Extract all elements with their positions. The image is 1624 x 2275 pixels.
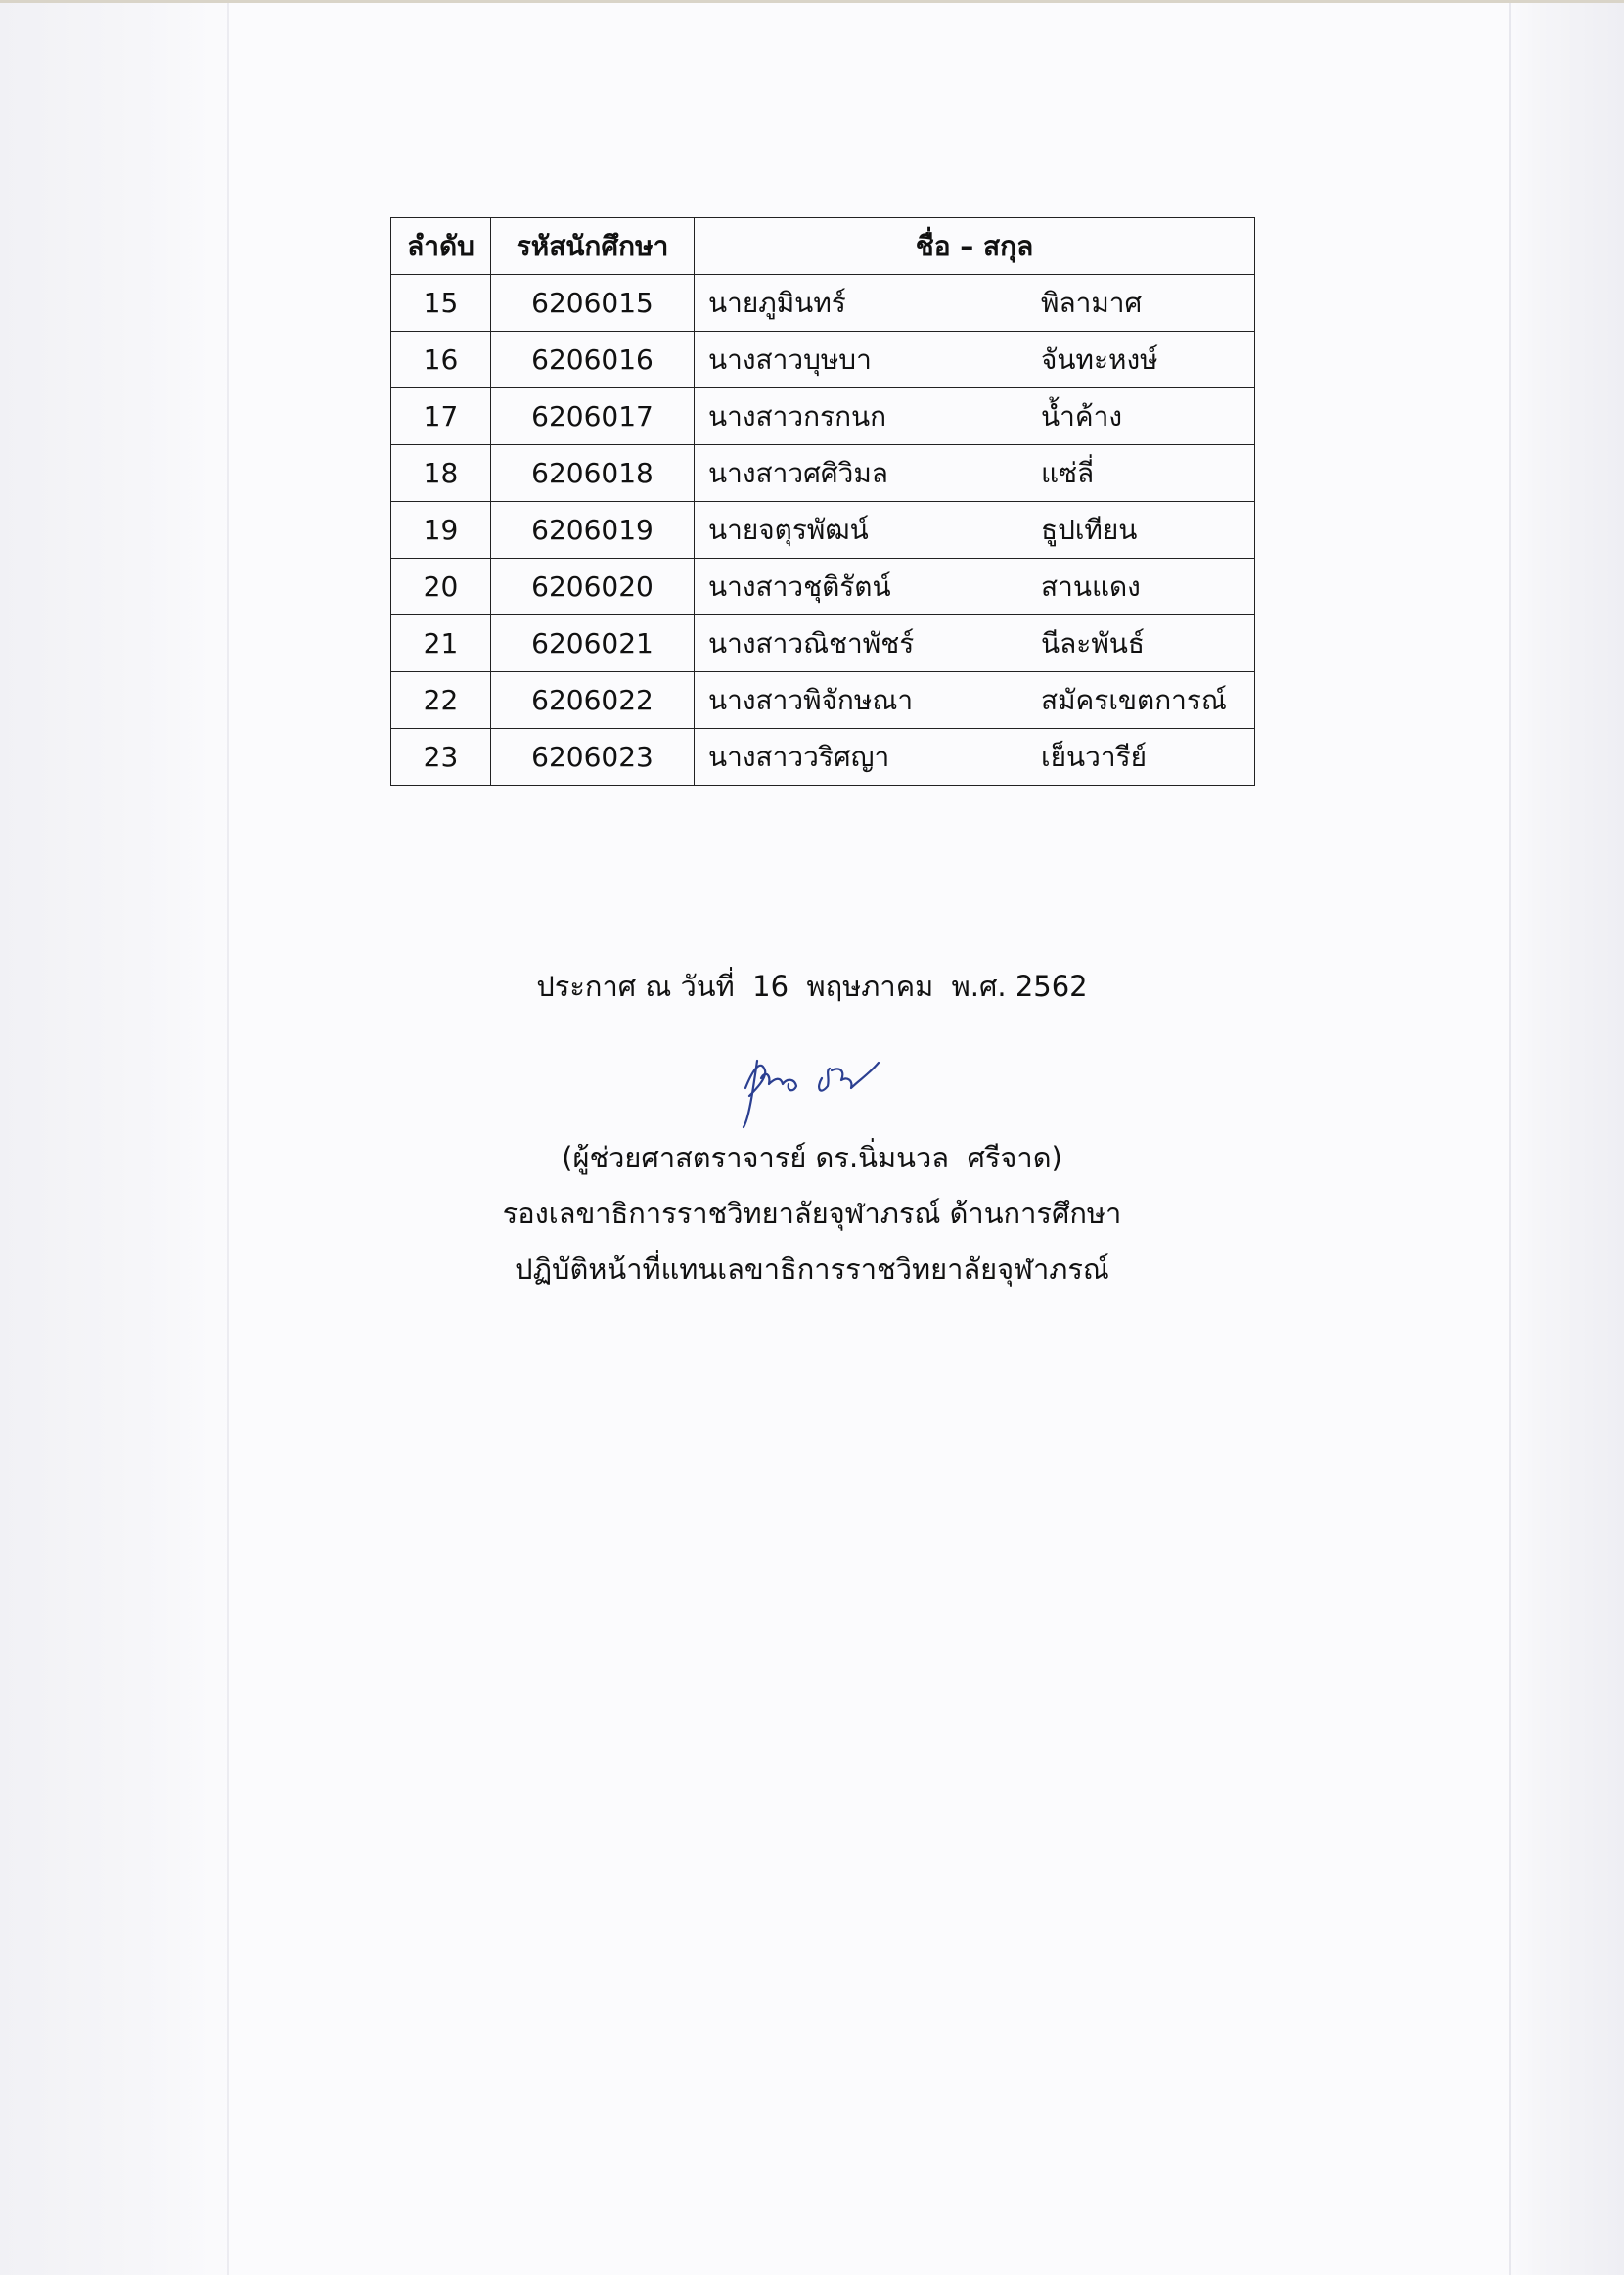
header-full-name: ชื่อ – สกุล <box>695 218 1255 275</box>
announcement-date: ประกาศ ณ วันที่ 16 พฤษภาคม พ.ศ. 2562 <box>536 970 1088 1003</box>
cell-full-name <box>695 502 1255 559</box>
signer-position: รองเลขาธิการราชวิทยาลัยจุฬาภรณ์ ด้านการศึกษา <box>502 1197 1122 1230</box>
cell-student-id: 6206015 <box>491 275 695 332</box>
table-row <box>391 445 1255 502</box>
last-name: แซ่ลี่ <box>1041 456 1095 489</box>
table-row <box>391 332 1255 388</box>
last-name: สานแดง <box>1041 569 1141 603</box>
cell-full-name <box>695 445 1255 502</box>
last-name: จันทะหงษ์ <box>1041 342 1158 376</box>
signer-acting-position: ปฏิบัติหน้าที่แทนเลขาธิการราชวิทยาลัยจุฬาภรณ์ <box>515 1252 1109 1286</box>
cell-order: 15 <box>391 275 491 332</box>
table-row <box>391 275 1255 332</box>
cell-student-id: 6206023 <box>491 729 695 786</box>
student-list-table <box>390 217 1255 786</box>
signature-stroke <box>819 1063 879 1091</box>
cell-student-id: 6206021 <box>491 615 695 672</box>
cell-full-name <box>695 672 1255 729</box>
table-row <box>391 729 1255 786</box>
first-name: นางสาวบุษบา <box>708 342 872 376</box>
scan-edge-line-left <box>227 0 229 2275</box>
cell-order: 18 <box>391 445 491 502</box>
scan-shadow-left <box>0 0 235 2275</box>
last-name: ธูปเทียน <box>1041 513 1138 546</box>
table-header-row <box>391 218 1255 275</box>
last-name: เย็นวารีย์ <box>1041 740 1148 773</box>
cell-order: 23 <box>391 729 491 786</box>
table-row <box>391 615 1255 672</box>
cell-student-id: 6206018 <box>491 445 695 502</box>
cell-order: 16 <box>391 332 491 388</box>
handwritten-signature <box>732 1049 898 1137</box>
header-order: ลำดับ <box>391 218 491 275</box>
cell-full-name <box>695 275 1255 332</box>
cell-student-id: 6206020 <box>491 559 695 615</box>
first-name: นายจตุรพัฒน์ <box>708 513 869 546</box>
cell-order: 17 <box>391 388 491 445</box>
header-student-id: รหัสนักศึกษา <box>491 218 695 275</box>
table-row <box>391 388 1255 445</box>
first-name: นางสาวศศิวิมล <box>708 456 888 489</box>
first-name: นางสาวชุติรัตน์ <box>708 569 891 603</box>
first-name: นางสาววริศญา <box>708 740 890 773</box>
cell-order: 21 <box>391 615 491 672</box>
cell-student-id: 6206019 <box>491 502 695 559</box>
first-name: นายภูมินทร์ <box>708 286 846 319</box>
cell-full-name <box>695 332 1255 388</box>
cell-student-id: 6206016 <box>491 332 695 388</box>
table-row <box>391 559 1255 615</box>
scan-edge-line-right <box>1509 0 1511 2275</box>
first-name: นางสาวกรกนก <box>708 399 887 432</box>
last-name: นีละพันธ์ <box>1041 626 1146 660</box>
cell-order: 20 <box>391 559 491 615</box>
cell-order: 22 <box>391 672 491 729</box>
cell-order: 19 <box>391 502 491 559</box>
cell-full-name <box>695 388 1255 445</box>
first-name: นางสาวพิจักษณา <box>708 683 914 716</box>
scan-shadow-right <box>1507 0 1624 2275</box>
signer-name: (ผู้ช่วยศาสตราจารย์ ดร.นิ่มนวล ศรีจาด) <box>562 1141 1062 1174</box>
first-name: นางสาวณิชาพัชร์ <box>708 626 915 660</box>
scan-top-edge <box>0 0 1624 3</box>
table-row <box>391 672 1255 729</box>
last-name: น้ำค้าง <box>1041 399 1122 432</box>
cell-full-name <box>695 615 1255 672</box>
cell-full-name <box>695 729 1255 786</box>
cell-full-name <box>695 559 1255 615</box>
signature-strokes <box>744 1061 879 1127</box>
signature-stroke <box>744 1061 796 1127</box>
cell-student-id: 6206017 <box>491 388 695 445</box>
last-name: พิลามาศ <box>1041 286 1143 319</box>
last-name: สมัครเขตการณ์ <box>1041 683 1227 716</box>
table-row <box>391 502 1255 559</box>
cell-student-id: 6206022 <box>491 672 695 729</box>
